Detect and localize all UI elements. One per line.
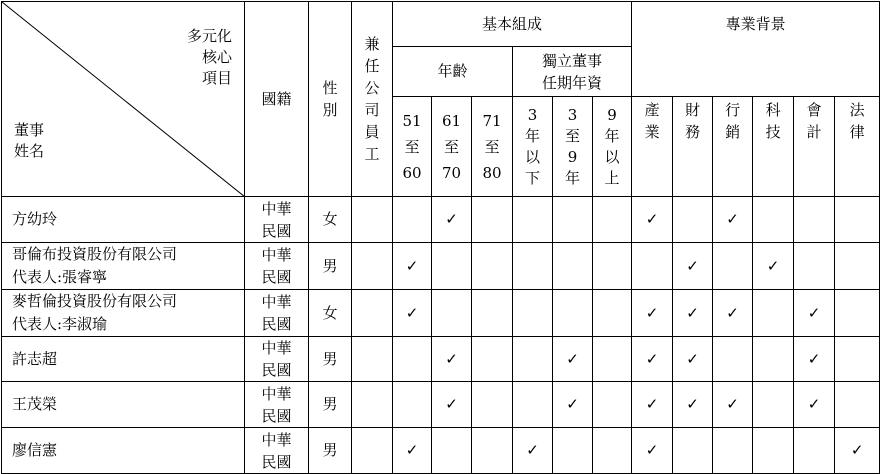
- check-cell: [593, 382, 632, 428]
- check-cell: [513, 290, 553, 337]
- check-cell: [753, 382, 794, 428]
- check-cell: [513, 428, 553, 474]
- nationality-line: 民國: [261, 361, 292, 379]
- check-mark-icon: ✓: [807, 349, 821, 368]
- check-mark-icon: ✓: [445, 395, 458, 413]
- check-cell: [352, 382, 393, 428]
- tenure-range-line: 年: [564, 168, 580, 187]
- age-range-header: [393, 97, 432, 197]
- nationality-cell: [245, 243, 309, 290]
- check-cell: [472, 337, 513, 382]
- check-cell: [593, 290, 632, 337]
- check-cell: [794, 197, 835, 243]
- gender-cell: 男: [309, 382, 352, 428]
- table-row: [2, 243, 880, 290]
- check-cell: [632, 290, 673, 337]
- check-cell: [632, 428, 673, 474]
- nationality-cell: [245, 337, 309, 382]
- check-mark-icon: ✓: [645, 349, 659, 368]
- background-label: 產業: [644, 101, 660, 141]
- check-mark-icon: ✓: [405, 303, 419, 322]
- background-label: 財務: [685, 101, 701, 141]
- check-mark-icon: ✓: [686, 256, 699, 275]
- check-mark-icon: ✓: [645, 210, 659, 228]
- check-cell: [393, 243, 432, 290]
- check-cell: [632, 243, 673, 290]
- age-header: 年齡: [393, 47, 513, 97]
- director-name-line: 代表人:李淑瑜: [12, 315, 108, 333]
- check-cell: [835, 337, 880, 382]
- background-label: 法律: [849, 101, 865, 141]
- check-cell: [713, 337, 753, 382]
- table-row: [2, 337, 880, 382]
- check-mark-icon: ✓: [566, 349, 579, 368]
- check-mark-icon: ✓: [686, 303, 699, 322]
- table-row: [2, 428, 880, 474]
- director-name-line: 許志超: [12, 349, 58, 368]
- check-cell: [553, 197, 593, 243]
- nationality-cell: [245, 428, 309, 474]
- tenure-range-line: 年: [604, 126, 620, 145]
- check-cell: [835, 197, 880, 243]
- age-range-header: [472, 97, 513, 197]
- check-mark-icon: ✓: [645, 395, 659, 413]
- director-name-cell: [2, 243, 245, 290]
- corner-top-label: [187, 26, 232, 89]
- tenure-range-line: 上: [604, 168, 620, 187]
- check-cell: [593, 243, 632, 290]
- tenure-range-line: 3: [527, 105, 538, 124]
- tenure-header-line: 獨立董事: [542, 51, 603, 70]
- check-cell: [553, 337, 593, 382]
- tenure-range-line: 至: [564, 126, 580, 145]
- nationality-line: 民國: [261, 315, 292, 333]
- check-mark-icon: ✓: [405, 256, 419, 275]
- check-mark-icon: ✓: [807, 395, 821, 413]
- age-range-line: 60: [402, 163, 422, 182]
- check-cell: [472, 428, 513, 474]
- check-cell: [393, 290, 432, 337]
- corner-bottom-line: 董事: [14, 121, 45, 139]
- nationality-line: 中華: [261, 293, 292, 311]
- age-range-line: 至: [484, 137, 500, 156]
- director-name-line: 廖信憲: [12, 441, 58, 459]
- nationality-line: 民國: [261, 406, 292, 425]
- gender-cell: 女: [309, 290, 352, 337]
- check-cell: [673, 290, 713, 337]
- table-row: [2, 197, 880, 243]
- check-cell: [513, 382, 553, 428]
- background-header: [673, 97, 713, 197]
- check-cell: [432, 428, 472, 474]
- check-cell: [673, 428, 713, 474]
- nationality-line: 民國: [261, 221, 292, 240]
- check-cell: [593, 428, 632, 474]
- director-name-cell: [2, 337, 245, 382]
- check-cell: [713, 197, 753, 243]
- corner-header-cell: [2, 2, 245, 197]
- background-label: 會計: [806, 101, 822, 141]
- tenure-range-line: 以: [604, 147, 620, 166]
- check-cell: [593, 337, 632, 382]
- check-cell: [472, 382, 513, 428]
- check-cell: [393, 197, 432, 243]
- check-mark-icon: ✓: [445, 349, 458, 368]
- table-row: [2, 290, 880, 337]
- background-label: 行銷: [725, 101, 741, 141]
- background-header: [794, 97, 835, 197]
- director-name-line: 方幼玲: [12, 210, 58, 228]
- check-cell: [513, 337, 553, 382]
- professional-background-header: 專業背景: [632, 2, 880, 97]
- tenure-header: [513, 47, 632, 97]
- check-mark-icon: ✓: [445, 210, 458, 228]
- table-row: [2, 382, 880, 428]
- check-cell: [352, 197, 393, 243]
- check-cell: [553, 243, 593, 290]
- background-header: [713, 97, 753, 197]
- nationality-line: 中華: [261, 339, 292, 357]
- tenure-range-header: [593, 97, 632, 197]
- check-cell: [432, 197, 472, 243]
- check-mark-icon: ✓: [726, 210, 739, 228]
- check-cell: [393, 382, 432, 428]
- corner-top-line: 多元化: [186, 27, 232, 45]
- check-mark-icon: ✓: [726, 303, 739, 322]
- nationality-header: 國籍: [245, 2, 309, 197]
- check-mark-icon: ✓: [566, 395, 579, 413]
- check-cell: [432, 243, 472, 290]
- check-cell: [472, 243, 513, 290]
- gender-cell: 女: [309, 197, 352, 243]
- check-cell: [352, 337, 393, 382]
- nationality-line: 民國: [261, 452, 292, 471]
- check-mark-icon: ✓: [645, 303, 659, 322]
- corner-top-line: 核心: [201, 48, 232, 66]
- nationality-line: 中華: [261, 384, 292, 403]
- corner-top-line: 項目: [201, 69, 232, 87]
- check-cell: [352, 290, 393, 337]
- check-cell: [794, 382, 835, 428]
- check-cell: [753, 243, 794, 290]
- check-cell: [753, 428, 794, 474]
- check-cell: [753, 197, 794, 243]
- tenure-range-header: [513, 97, 553, 197]
- check-cell: [673, 197, 713, 243]
- background-label: 科技: [765, 101, 781, 141]
- check-cell: [794, 428, 835, 474]
- check-cell: [553, 290, 593, 337]
- check-mark-icon: ✓: [405, 441, 419, 459]
- gender-cell: 男: [309, 243, 352, 290]
- director-name-line: 王茂榮: [12, 395, 58, 413]
- check-cell: [794, 243, 835, 290]
- age-range-line: 至: [404, 137, 420, 156]
- age-range-header: [432, 97, 472, 197]
- check-mark-icon: ✓: [766, 256, 780, 275]
- tenure-range-line: 以: [524, 147, 540, 166]
- age-range-line: 80: [482, 163, 502, 182]
- director-name-line: 代表人:張睿寧: [12, 268, 108, 286]
- check-cell: [553, 382, 593, 428]
- nationality-line: 中華: [261, 246, 292, 264]
- check-cell: [432, 290, 472, 337]
- tenure-range-header: [553, 97, 593, 197]
- check-cell: [713, 382, 753, 428]
- check-cell: [472, 290, 513, 337]
- check-cell: [632, 197, 673, 243]
- check-mark-icon: ✓: [686, 395, 699, 413]
- check-cell: [753, 290, 794, 337]
- tenure-range-line: 年: [524, 126, 540, 145]
- check-cell: [632, 382, 673, 428]
- check-mark-icon: ✓: [850, 441, 864, 459]
- nationality-cell: [245, 197, 309, 243]
- check-cell: [835, 290, 880, 337]
- check-cell: [432, 337, 472, 382]
- check-mark-icon: ✓: [526, 441, 539, 459]
- corner-bottom-line: 姓名: [14, 142, 45, 160]
- background-header: [632, 97, 673, 197]
- check-cell: [393, 337, 432, 382]
- check-cell: [593, 197, 632, 243]
- corner-bottom-label: [14, 120, 44, 162]
- nationality-cell: [245, 290, 309, 337]
- director-name-line: 哥倫布投資股份有限公司: [12, 245, 178, 263]
- nationality-line: 中華: [261, 430, 292, 449]
- director-name-cell: [2, 428, 245, 474]
- nationality-line: 中華: [261, 199, 292, 218]
- check-cell: [673, 337, 713, 382]
- gender-cell: 男: [309, 337, 352, 382]
- check-cell: [794, 290, 835, 337]
- check-cell: [794, 337, 835, 382]
- check-cell: [352, 428, 393, 474]
- check-cell: [835, 428, 880, 474]
- age-range-line: 至: [443, 137, 459, 156]
- background-header: [753, 97, 794, 197]
- background-header: [835, 97, 880, 197]
- check-cell: [835, 243, 880, 290]
- age-range-line: 70: [441, 163, 462, 182]
- director-name-cell: [2, 197, 245, 243]
- tenure-range-line: 下: [524, 168, 540, 187]
- board-diversity-table: [1, 1, 880, 474]
- age-range-line: 61: [441, 111, 462, 130]
- check-cell: [713, 428, 753, 474]
- check-cell: [352, 243, 393, 290]
- check-cell: [835, 382, 880, 428]
- check-cell: [513, 197, 553, 243]
- check-mark-icon: ✓: [726, 395, 739, 413]
- tenure-range-line: 9: [567, 147, 578, 166]
- nationality-cell: [245, 382, 309, 428]
- basic-composition-header: 基本組成: [393, 2, 632, 47]
- check-cell: [553, 428, 593, 474]
- tenure-range-line: 3: [567, 105, 578, 124]
- check-cell: [393, 428, 432, 474]
- nationality-line: 民國: [261, 268, 292, 286]
- gender-header: 性別: [309, 2, 352, 197]
- gender-cell: 男: [309, 428, 352, 474]
- check-cell: [673, 382, 713, 428]
- check-cell: [673, 243, 713, 290]
- tenure-range-line: 9: [607, 105, 617, 124]
- check-cell: [472, 197, 513, 243]
- check-mark-icon: ✓: [807, 303, 821, 322]
- check-cell: [713, 243, 753, 290]
- check-mark-icon: ✓: [645, 441, 659, 459]
- age-range-line: 71: [482, 111, 502, 130]
- check-cell: [713, 290, 753, 337]
- check-mark-icon: ✓: [686, 349, 699, 368]
- check-cell: [513, 243, 553, 290]
- director-name-line: 麥哲倫投資股份有限公司: [12, 292, 178, 310]
- age-range-line: 51: [402, 111, 422, 130]
- check-cell: [632, 337, 673, 382]
- director-name-cell: [2, 290, 245, 337]
- director-name-cell: [2, 382, 245, 428]
- tenure-header-line: 任期年資: [542, 73, 603, 92]
- concurrent-employee-header: 兼任公司員工: [352, 2, 393, 197]
- check-cell: [432, 382, 472, 428]
- check-cell: [753, 337, 794, 382]
